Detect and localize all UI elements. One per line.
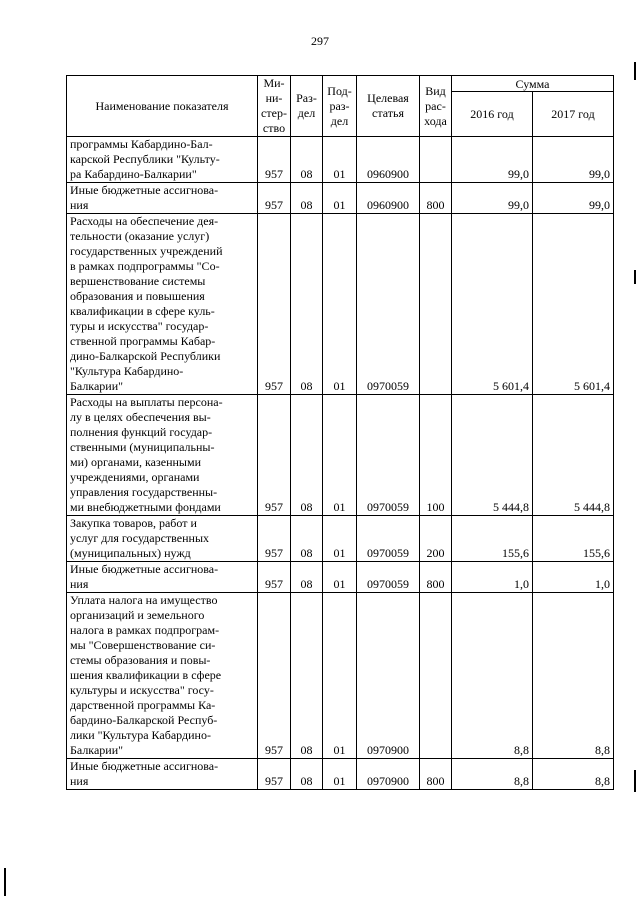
row-value-2016: 155,6 (452, 516, 533, 562)
row-value-2016: 8,8 (452, 593, 533, 759)
table-row (67, 516, 614, 562)
row-section: 08 (291, 214, 323, 395)
row-target: 0970900 (357, 759, 420, 790)
row-subsection: 01 (323, 137, 357, 183)
table-row (67, 183, 614, 214)
row-value-2017: 8,8 (533, 759, 614, 790)
row-name: Расходы на обеспечение дея- тельности (оказание услуг) государственных учреждений в рамках подпрограммы "Со- вершенствование системы образования и повышения квалификации в сфере куль- туры и искусства" государ- ственной программы Кабар- дино-Балкарской Республики "Культура Кабардино- Балкарии" (67, 214, 258, 395)
row-value-2016: 99,0 (452, 137, 533, 183)
scan-edge-mark (634, 270, 636, 284)
header-section: Раз- дел (291, 76, 323, 137)
row-value-2017: 155,6 (533, 516, 614, 562)
row-expense-type: 200 (420, 516, 452, 562)
row-name: Расходы на выплаты персона- лу в целях обеспечения вы- полнения функций государ- ственными (муниципальны- ми) органами, казенными учреждениями, органами управления государственны- ми внебюджетными фондами (67, 395, 258, 516)
row-value-2016: 5 444,8 (452, 395, 533, 516)
row-subsection: 01 (323, 593, 357, 759)
row-target: 0970059 (357, 516, 420, 562)
row-value-2016: 5 601,4 (452, 214, 533, 395)
row-name: Иные бюджетные ассигнова- ния (67, 183, 258, 214)
row-expense-type: 800 (420, 759, 452, 790)
header-target: Целевая статья (357, 76, 420, 137)
row-section: 08 (291, 395, 323, 516)
scan-edge-mark (634, 770, 636, 792)
row-target: 0970059 (357, 214, 420, 395)
row-expense-type: 800 (420, 183, 452, 214)
header-row (67, 76, 614, 92)
scan-edge-mark (634, 62, 636, 80)
row-expense-type (420, 593, 452, 759)
row-ministry: 957 (258, 562, 291, 593)
header-expense-type: Вид рас- хода (420, 76, 452, 137)
row-ministry: 957 (258, 214, 291, 395)
row-value-2017: 5 601,4 (533, 214, 614, 395)
row-value-2016: 8,8 (452, 759, 533, 790)
table-row (67, 214, 614, 395)
header-year-2016: 2016 год (452, 92, 533, 137)
row-value-2017: 8,8 (533, 593, 614, 759)
row-ministry: 957 (258, 759, 291, 790)
row-expense-type (420, 214, 452, 395)
row-subsection: 01 (323, 183, 357, 214)
row-target: 0970059 (357, 562, 420, 593)
row-subsection: 01 (323, 759, 357, 790)
row-value-2017: 1,0 (533, 562, 614, 593)
row-ministry: 957 (258, 516, 291, 562)
row-name: Иные бюджетные ассигнова- ния (67, 759, 258, 790)
row-name: Иные бюджетные ассигнова- ния (67, 562, 258, 593)
row-expense-type: 800 (420, 562, 452, 593)
row-ministry: 957 (258, 137, 291, 183)
scan-edge-mark (4, 868, 6, 896)
table-row (67, 562, 614, 593)
header-name: Наименование показателя (67, 76, 258, 137)
table-row (67, 395, 614, 516)
page-number: 297 (311, 34, 329, 48)
row-expense-type: 100 (420, 395, 452, 516)
row-section: 08 (291, 593, 323, 759)
row-ministry: 957 (258, 593, 291, 759)
row-ministry: 957 (258, 183, 291, 214)
row-target: 0970900 (357, 593, 420, 759)
row-target: 0960900 (357, 183, 420, 214)
row-section: 08 (291, 516, 323, 562)
row-value-2017: 99,0 (533, 137, 614, 183)
row-name: Закупка товаров, работ и услуг для государственных (муниципальных) нужд (67, 516, 258, 562)
header-subsection: Под- раз- дел (323, 76, 357, 137)
row-name: программы Кабардино-Бал- карской Республики "Культу- ра Кабардино-Балкарии" (67, 137, 258, 183)
row-target: 0970059 (357, 395, 420, 516)
row-value-2016: 1,0 (452, 562, 533, 593)
row-section: 08 (291, 183, 323, 214)
budget-table (66, 75, 614, 790)
row-value-2017: 99,0 (533, 183, 614, 214)
table-row (67, 759, 614, 790)
row-expense-type (420, 137, 452, 183)
row-value-2017: 5 444,8 (533, 395, 614, 516)
row-subsection: 01 (323, 516, 357, 562)
table-row (67, 593, 614, 759)
header-sum: Сумма (452, 76, 614, 92)
row-ministry: 957 (258, 395, 291, 516)
header-year-2017: 2017 год (533, 92, 614, 137)
header-ministry: Ми- ни- стер- ство (258, 76, 291, 137)
table-row (67, 137, 614, 183)
row-section: 08 (291, 562, 323, 593)
row-section: 08 (291, 137, 323, 183)
row-value-2016: 99,0 (452, 183, 533, 214)
row-subsection: 01 (323, 562, 357, 593)
row-section: 08 (291, 759, 323, 790)
row-name: Уплата налога на имущество организаций и земельного налога в рамках подпрограм- мы "Совершенствование си- стемы образования и повы- шения квалификации в сфере культуры и искусства" госу- дарственной программы Ка- бардино-Балкарской Респуб- лики "Культура Кабардино- Балкарии" (67, 593, 258, 759)
row-subsection: 01 (323, 214, 357, 395)
row-target: 0960900 (357, 137, 420, 183)
row-subsection: 01 (323, 395, 357, 516)
